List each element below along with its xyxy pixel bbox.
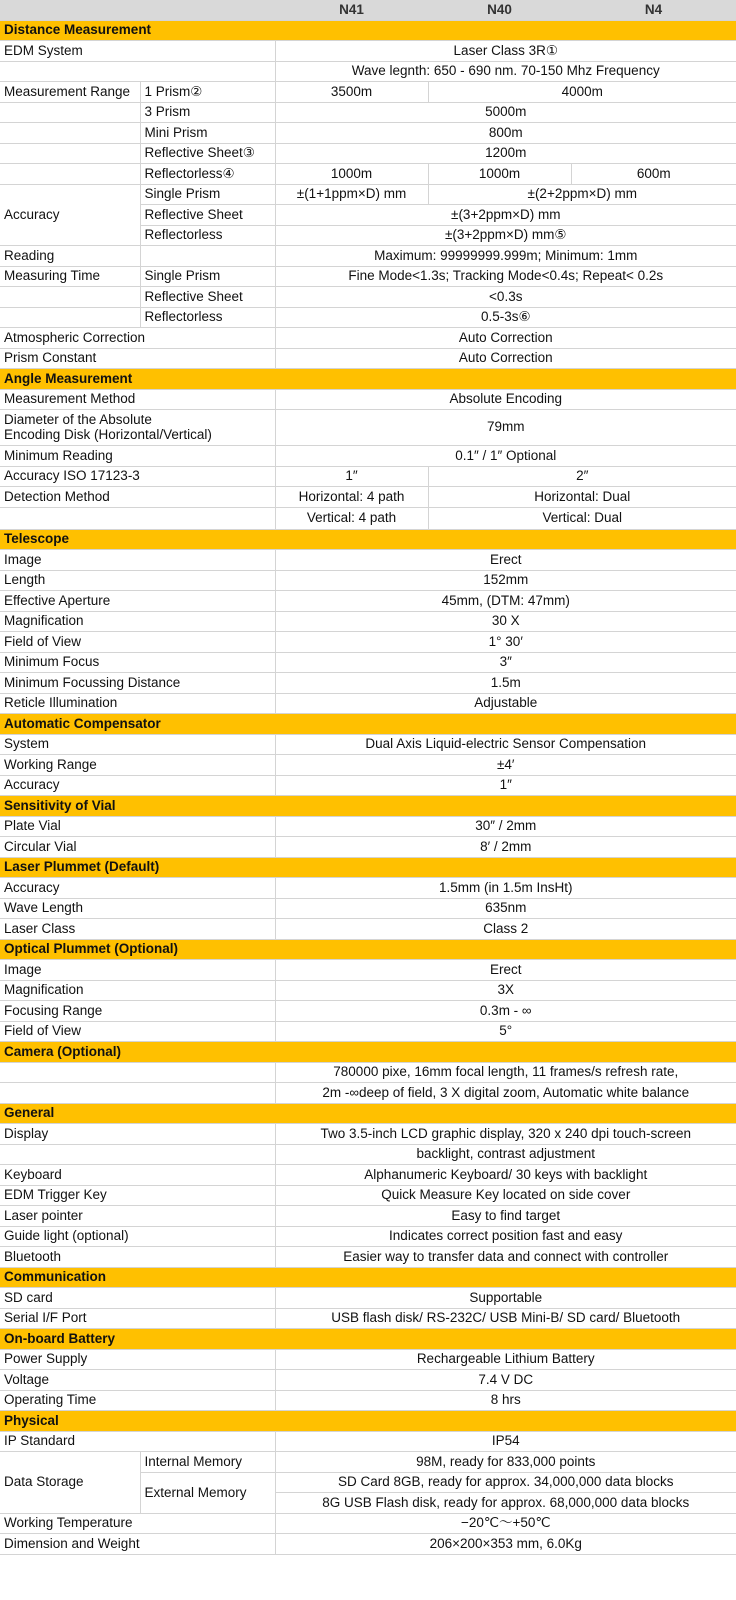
row-sublabel: External Memory [140,1472,275,1513]
section-title: Telescope [0,529,275,549]
row-battery [0,1349,736,1369]
row-label: Voltage [0,1369,275,1390]
row-storage-internal [0,1451,736,1472]
row-label: Measurement Method [0,389,275,409]
row-value: Laser Class 3R① [275,40,736,61]
row-value: 1.5mm (in 1.5m InsHt) [275,877,736,898]
row-atmos [0,327,736,348]
row-time-sheet [0,286,736,307]
row-value: 1200m [275,143,736,163]
row-label: Laser Class [0,918,275,939]
row-display-1 [0,1123,736,1144]
row-value: Two 3.5-inch LCD graphic display, 320 x 240 dpi touch-screen [275,1123,736,1144]
row-label: Accuracy [0,775,275,795]
row-angle-accuracy [0,466,736,486]
row-value: ±(3+2ppm×D) mm⑤ [275,225,736,245]
row-label: Field of View [0,1021,275,1041]
row-label: Detection Method [0,486,275,507]
row-label: Accuracy ISO 17123-3 [0,466,275,486]
value-n41: Vertical: 4 path [275,507,428,529]
row-label: Guide light (optional) [0,1226,275,1246]
section-title: Camera (Optional) [0,1041,275,1062]
row-battery [0,1390,736,1410]
row-laser-plummet [0,898,736,918]
value-n41: Horizontal: 4 path [275,486,428,507]
row-value: 2m -∞deep of field, 3 X digital zoom, Automatic white balance [275,1082,736,1103]
row-value: Wave legnth: 650 - 690 nm. 70-150 Mhz Frequency [275,61,736,81]
row-optical-plummet [0,959,736,980]
row-detection-v [0,507,736,529]
row-detection-h [0,486,736,507]
row-label: Accuracy [0,184,140,245]
row-label: Effective Aperture [0,590,275,611]
row-sublabel: Single Prism [140,184,275,204]
row-label: Accuracy [0,877,275,898]
row-dimension [0,1533,736,1554]
row-telescope [0,611,736,631]
row-optical-plummet [0,1000,736,1021]
row-telescope [0,631,736,652]
row-angle-disk [0,409,736,445]
row-sublabel: Reflective Sheet③ [140,143,275,163]
row-value: Alphanumeric Keyboard/ 30 keys with backlight [275,1164,736,1185]
row-label: Power Supply [0,1349,275,1369]
row-value: 5000m [275,102,736,122]
row-value: 8G USB Flash disk, ready for approx. 68,000,000 data blocks [275,1492,736,1513]
row-value: 3″ [275,652,736,672]
value-n40-n4: Vertical: Dual [428,507,736,529]
row-reading [0,245,736,266]
row-optical-plummet [0,980,736,1000]
model-n4: N4 [571,0,736,20]
value-n40: 1000m [428,163,571,184]
row-angle-min [0,445,736,466]
row-label: Working Temperature [0,1513,275,1533]
section-title: Distance Measurement [0,20,275,40]
row-telescope [0,652,736,672]
row-label: Magnification [0,980,275,1000]
row-value: Erect [275,549,736,570]
section-title: General [0,1103,275,1123]
row-label: Length [0,570,275,590]
row-label: Atmospheric Correction [0,327,275,348]
row-general [0,1205,736,1226]
row-ip [0,1431,736,1451]
row-value: Rechargeable Lithium Battery [275,1349,736,1369]
row-accuracy-single [0,184,736,204]
section-title: Automatic Compensator [0,713,275,734]
row-compensator [0,775,736,795]
row-camera-1 [0,1062,736,1082]
row-label: Operating Time [0,1390,275,1410]
model-n40: N40 [428,0,571,20]
value-n40-n4: 2″ [428,466,736,486]
row-value: 1° 30′ [275,631,736,652]
section-communication [0,1267,736,1287]
row-compensator [0,734,736,754]
row-value: 8′ / 2mm [275,836,736,857]
row-value: 800m [275,122,736,143]
row-value: IP54 [275,1431,736,1451]
section-optical-plummet [0,939,736,959]
row-sublabel: Mini Prism [140,122,275,143]
row-value: <0.3s [275,286,736,307]
row-range-1prism [0,81,736,102]
row-label: Wave Length [0,898,275,918]
row-edm [0,40,736,61]
row-label [0,409,275,445]
row-value: Dual Axis Liquid-electric Sensor Compensation [275,734,736,754]
row-value: Maximum: 99999999.999m; Minimum: 1mm [275,245,736,266]
header-blank [0,0,275,20]
row-label: Minimum Focussing Distance [0,672,275,693]
row-camera-2 [0,1082,736,1103]
value-n4: 600m [571,163,736,184]
row-label: Reticle Illumination [0,693,275,713]
row-vial [0,836,736,857]
row-communication [0,1287,736,1308]
section-vial [0,795,736,816]
row-value: ±(3+2ppm×D) mm [275,204,736,225]
row-label: Circular Vial [0,836,275,857]
row-telescope [0,570,736,590]
row-label: Focusing Range [0,1000,275,1021]
section-title: Sensitivity of Vial [0,795,275,816]
row-edm-wave [0,61,736,81]
row-general [0,1185,736,1205]
row-sublabel: 1 Prism② [140,81,275,102]
row-value: 98M, ready for 833,000 points [275,1451,736,1472]
section-title: On-board Battery [0,1328,275,1349]
row-value: Supportable [275,1287,736,1308]
row-value: 30 X [275,611,736,631]
value-n40-n4: 4000m [428,81,736,102]
row-range-reflectorless [0,163,736,184]
row-label: Image [0,959,275,980]
row-vial [0,816,736,836]
row-value: SD Card 8GB, ready for approx. 34,000,000 data blocks [275,1472,736,1492]
value-n41: 1000m [275,163,428,184]
row-display-2 [0,1144,736,1164]
row-label: Bluetooth [0,1246,275,1267]
section-title: Communication [0,1267,275,1287]
row-value: −20℃～+50℃ [275,1513,736,1533]
row-sublabel: Reflectorless④ [140,163,275,184]
row-sublabel: Single Prism [140,266,275,286]
row-label: Data Storage [0,1451,140,1513]
row-label: SD card [0,1287,275,1308]
row-communication [0,1308,736,1328]
row-range-3prism [0,102,736,122]
row-sublabel: 3 Prism [140,102,275,122]
row-laser-plummet [0,918,736,939]
row-general [0,1246,736,1267]
row-value: 0.1″ / 1″ Optional [275,445,736,466]
row-label: Display [0,1123,275,1144]
row-value: ±4′ [275,754,736,775]
row-value: 0.3m - ∞ [275,1000,736,1021]
section-title: Angle Measurement [0,368,275,389]
row-value: Auto Correction [275,327,736,348]
row-label-line1: Diameter of the Absolute [4,412,152,427]
row-value: Absolute Encoding [275,389,736,409]
row-label: Dimension and Weight [0,1533,275,1554]
row-laser-plummet [0,877,736,898]
row-label: Serial I/F Port [0,1308,275,1328]
row-value: Erect [275,959,736,980]
section-distance [0,20,736,40]
row-value: 8 hrs [275,1390,736,1410]
section-compensator [0,713,736,734]
row-battery [0,1369,736,1390]
value-n41: 1″ [275,466,428,486]
section-laser-plummet [0,857,736,877]
row-value: Indicates correct position fast and easy [275,1226,736,1246]
value-n40-n4: ±(2+2ppm×D) mm [428,184,736,204]
row-label-line2: Encoding Disk (Horizontal/Vertical) [4,427,212,442]
value-n41: ±(1+1ppm×D) mm [275,184,428,204]
row-label: Working Range [0,754,275,775]
model-n41: N41 [275,0,428,20]
row-label: Prism Constant [0,348,275,368]
section-general [0,1103,736,1123]
section-title: Physical [0,1410,275,1431]
section-title: Laser Plummet (Default) [0,857,275,877]
row-value: 152mm [275,570,736,590]
row-label: Field of View [0,631,275,652]
row-value: 780000 pixe, 16mm focal length, 11 frames/s refresh rate, [275,1062,736,1082]
row-label: EDM Trigger Key [0,1185,275,1205]
row-value: 0.5-3s⑥ [275,307,736,327]
row-value: USB flash disk/ RS-232C/ USB Mini-B/ SD card/ Bluetooth [275,1308,736,1328]
row-label: System [0,734,275,754]
row-telescope [0,549,736,570]
section-telescope [0,529,736,549]
row-label: Magnification [0,611,275,631]
row-label: IP Standard [0,1431,275,1451]
row-label: Image [0,549,275,570]
row-sublabel: Reflective Sheet [140,286,275,307]
row-value: Adjustable [275,693,736,713]
value-n41: 3500m [275,81,428,102]
row-value: Easy to find target [275,1205,736,1226]
row-time-single [0,266,736,286]
row-value: 7.4 V DC [275,1369,736,1390]
value-n40-n4: Horizontal: Dual [428,486,736,507]
row-value: Fine Mode<1.3s; Tracking Mode<0.4s; Repeat< 0.2s [275,266,736,286]
row-general [0,1226,736,1246]
row-label: Laser pointer [0,1205,275,1226]
row-label: Plate Vial [0,816,275,836]
section-physical [0,1410,736,1431]
row-label: Keyboard [0,1164,275,1185]
row-value: 206×200×353 mm, 6.0Kg [275,1533,736,1554]
row-value: Easier way to transfer data and connect with controller [275,1246,736,1267]
section-angle [0,368,736,389]
row-value: Quick Measure Key located on side cover [275,1185,736,1205]
row-label: Measuring Time [0,266,140,286]
row-value: 635nm [275,898,736,918]
row-value: 79mm [275,409,736,445]
row-range-mini [0,122,736,143]
row-value: 5° [275,1021,736,1041]
row-label: Reading [0,245,140,266]
row-range-sheet [0,143,736,163]
row-sublabel: Reflectorless [140,225,275,245]
row-value: 1″ [275,775,736,795]
row-sublabel: Reflective Sheet [140,204,275,225]
row-value: Class 2 [275,918,736,939]
model-header-row [0,0,736,20]
row-prism-const [0,348,736,368]
row-value: 3X [275,980,736,1000]
row-telescope [0,590,736,611]
row-value: Auto Correction [275,348,736,368]
section-camera [0,1041,736,1062]
row-angle-method [0,389,736,409]
row-label: EDM System [0,40,275,61]
row-compensator [0,754,736,775]
row-value: 45mm, (DTM: 47mm) [275,590,736,611]
row-value: 30″ / 2mm [275,816,736,836]
row-value: 1.5m [275,672,736,693]
row-temp [0,1513,736,1533]
row-value: backlight, contrast adjustment [275,1144,736,1164]
row-label: Minimum Focus [0,652,275,672]
section-title: Optical Plummet (Optional) [0,939,275,959]
row-label: Measurement Range [0,81,140,102]
row-optical-plummet [0,1021,736,1041]
row-telescope [0,693,736,713]
row-telescope [0,672,736,693]
row-sublabel: Internal Memory [140,1451,275,1472]
row-general [0,1164,736,1185]
row-label: Minimum Reading [0,445,275,466]
row-time-reflectorless [0,307,736,327]
section-battery [0,1328,736,1349]
row-sublabel: Reflectorless [140,307,275,327]
